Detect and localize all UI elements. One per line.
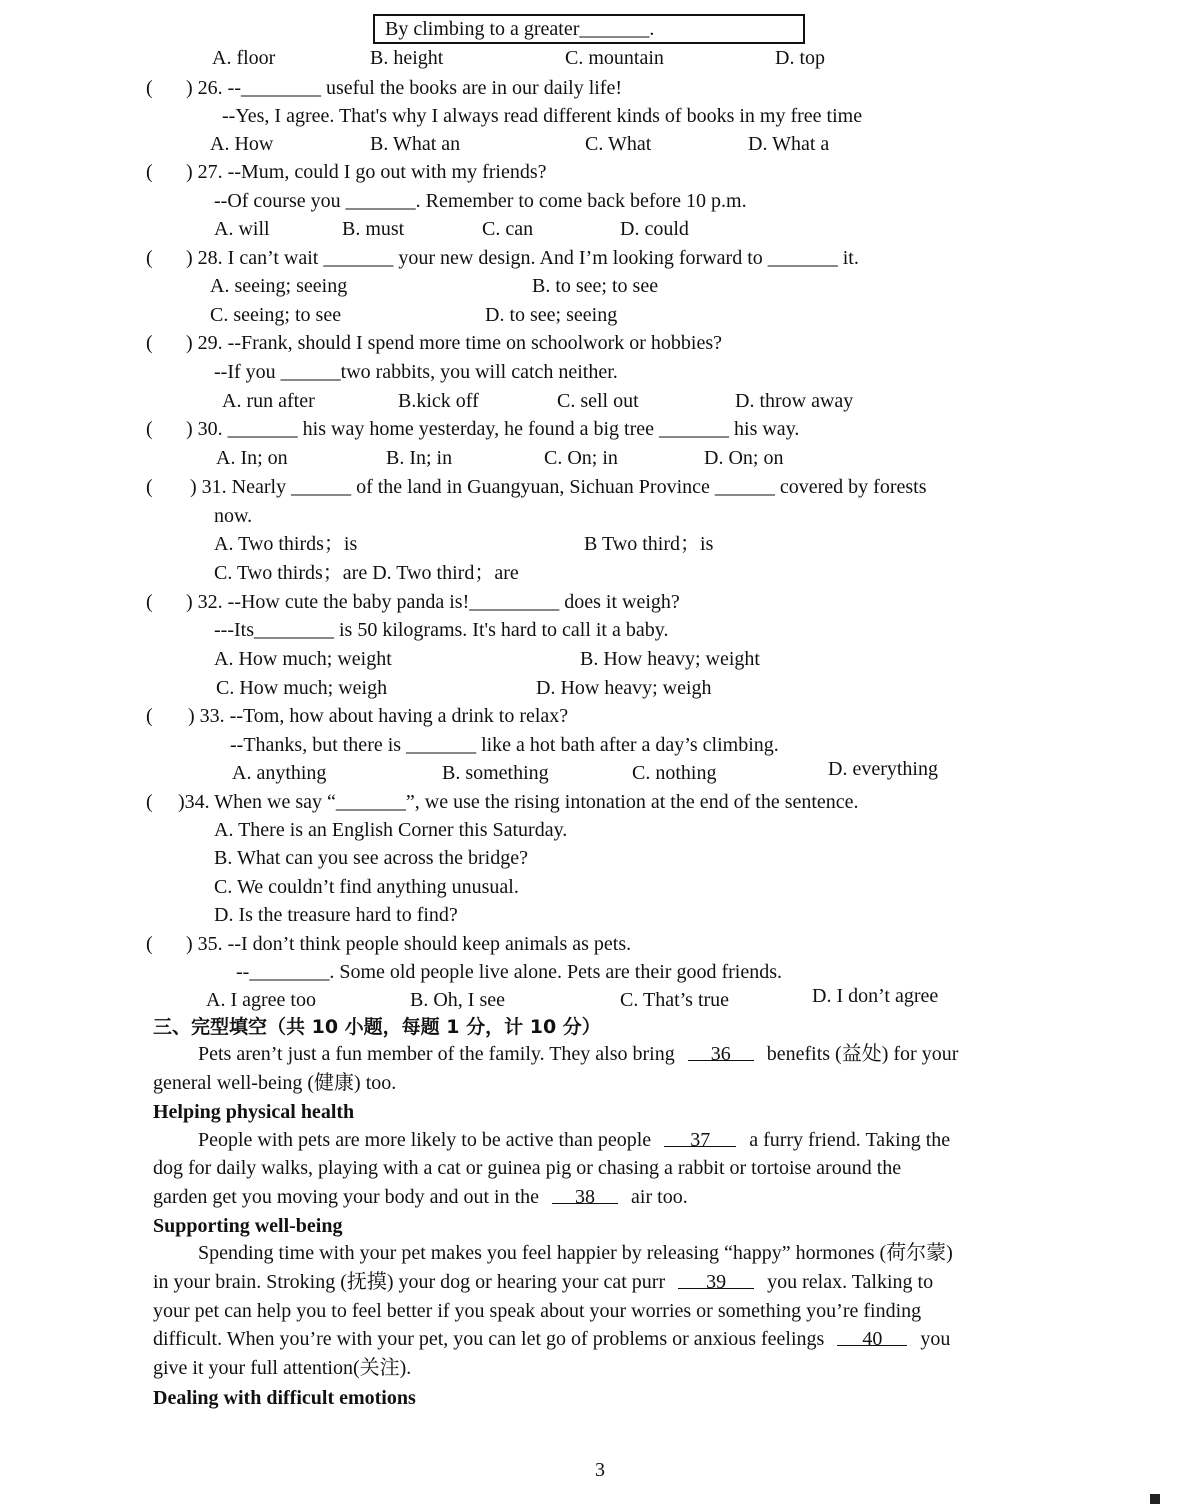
q25-option-a: A. floor	[212, 47, 276, 69]
q26-option-b: B. What an	[370, 133, 461, 155]
q30-option-c: C. On; in	[544, 447, 618, 469]
passage-line: dog for daily walks, playing with a cat or guinea pig or chasing a rabbit or tortoise around the	[153, 1157, 902, 1179]
blank-number: 36	[710, 1043, 731, 1065]
q31-paren: (	[146, 476, 153, 498]
q31-continuation: now.	[214, 505, 253, 527]
blank-39	[678, 1270, 754, 1293]
section-3-title: 三、完型填空（共 10 小题，每题 1 分，计 10 分）	[153, 1016, 601, 1038]
passage-line	[198, 1128, 950, 1152]
q32-reply: ---Its________ is 50 kilograms. It's hard to call it a baby.	[214, 619, 669, 641]
blank-37	[664, 1128, 736, 1151]
q34-option-a: A. There is an English Corner this Saturday.	[214, 819, 568, 841]
heading-well-being: Supporting well-being	[153, 1215, 343, 1237]
q30-stem: ) 30. _______ his way home yesterday, he found a big tree _______ his way.	[186, 418, 800, 440]
q27-stem: ) 27. --Mum, could I go out with my friends?	[186, 161, 547, 183]
fill-in-box	[373, 14, 805, 44]
blank-number: 39	[706, 1271, 727, 1293]
q35-stem: ) 35. --I don’t think people should keep animals as pets.	[186, 933, 632, 955]
q33-paren: (	[146, 705, 153, 727]
q26-option-c: C. What	[585, 133, 652, 155]
q33-option-b: B. something	[442, 762, 549, 784]
blank-38	[552, 1185, 618, 1208]
q33-stem: ) 33. --Tom, how about having a drink to relax?	[188, 705, 569, 727]
q34-stem: )34. When we say “_______”, we use the rising intonation at the end of the sentence.	[178, 791, 859, 813]
passage-line: give it your full attention(关注).	[153, 1357, 412, 1379]
passage-text: in your brain. Stroking (抚摸) your dog or hearing your cat purr	[153, 1271, 666, 1293]
q28-stem: ) 28. I can’t wait _______ your new design. And I’m looking forward to _______ it.	[186, 247, 859, 269]
q29-reply: --If you ______two rabbits, you will catch neither.	[214, 361, 618, 383]
q30-option-d: D. On; on	[704, 447, 784, 469]
q33-option-c: C. nothing	[632, 762, 717, 784]
q35-option-a: A. I agree too	[206, 989, 316, 1011]
q30-option-a: A. In; on	[216, 447, 288, 469]
q31-stem: ) 31. Nearly ______ of the land in Guangyuan, Sichuan Province ______ covered by forests	[190, 476, 927, 498]
q34-option-c: C. We couldn’t find anything unusual.	[214, 876, 519, 898]
passage-text: garden get you moving your body and out in the	[153, 1186, 540, 1208]
q28-option-c: C. seeing; to see	[210, 304, 342, 326]
passage-line: general well-being (健康) too.	[153, 1072, 397, 1094]
q33-reply: --Thanks, but there is _______ like a hot bath after a day’s climbing.	[230, 734, 779, 756]
q29-stem: ) 29. --Frank, should I spend more time on schoolwork or hobbies?	[186, 332, 723, 354]
passage-text: Pets aren’t just a fun member of the family. They also bring	[198, 1043, 675, 1065]
passage-text: People with pets are more likely to be active than people	[198, 1129, 652, 1151]
q32-stem: ) 32. --How cute the baby panda is!_________ does it weigh?	[186, 591, 680, 613]
q34-option-d: D. Is the treasure hard to find?	[214, 904, 458, 926]
q28-option-b: B. to see; to see	[532, 275, 659, 297]
blank-number: 37	[690, 1129, 711, 1151]
passage-line	[153, 1270, 933, 1294]
passage-text: air too.	[631, 1186, 688, 1208]
q29-option-b: B.kick off	[398, 390, 479, 412]
q30-option-b: B. In; in	[386, 447, 453, 469]
q29-paren: (	[146, 332, 153, 354]
blank-40	[837, 1327, 907, 1350]
q25-option-b: B. height	[370, 47, 444, 69]
blank-number: 38	[575, 1186, 596, 1208]
q26-paren: (	[146, 77, 153, 99]
q35-reply: --________. Some old people live alone. Pets are their good friends.	[236, 961, 782, 983]
q28-option-d: D. to see; seeing	[485, 304, 618, 326]
q33-option-d: D. everything	[828, 758, 938, 780]
q32-option-a: A. How much; weight	[214, 648, 392, 670]
q26-option-a: A. How	[210, 133, 274, 155]
q27-option-d: D. could	[620, 218, 689, 240]
q30-paren: (	[146, 418, 153, 440]
q26-option-d: D. What a	[748, 133, 830, 155]
heading-physical-health: Helping physical health	[153, 1101, 355, 1123]
q27-reply: --Of course you _______. Remember to come back before 10 p.m.	[214, 190, 747, 212]
q31-option-cd: C. Two thirds；are D. Two third；are	[214, 562, 519, 584]
q32-paren: (	[146, 591, 153, 613]
q29-option-d: D. throw away	[735, 390, 854, 412]
passage-text: you relax. Talking to	[767, 1271, 934, 1293]
q33-option-a: A. anything	[232, 762, 327, 784]
q27-option-a: A. will	[214, 218, 270, 240]
passage-text: benefits (益处) for your	[766, 1043, 959, 1065]
passage-line	[153, 1327, 950, 1351]
q28-option-a: A. seeing; seeing	[210, 275, 348, 297]
q35-option-b: B. Oh, I see	[410, 989, 505, 1011]
q26-reply: --Yes, I agree. That's why I always read different kinds of books in my free time	[222, 105, 863, 127]
q32-option-b: B. How heavy; weight	[580, 648, 760, 670]
q32-option-d: D. How heavy; weigh	[536, 677, 712, 699]
q31-option-a: A. Two thirds；is	[214, 533, 358, 555]
q28-paren: (	[146, 247, 153, 269]
passage-text: a furry friend. Taking the	[749, 1129, 951, 1151]
q25-option-c: C. mountain	[565, 47, 664, 69]
blank-number: 40	[862, 1328, 883, 1350]
q26-stem: ) 26. --________ useful the books are in our daily life!	[186, 77, 623, 99]
q31-option-b: B Two third；is	[584, 533, 714, 555]
q27-paren: (	[146, 161, 153, 183]
q35-option-c: C. That’s true	[620, 989, 730, 1011]
blank-36	[688, 1042, 754, 1065]
box-text: By climbing to a greater_______.	[385, 18, 655, 40]
passage-text: you	[920, 1328, 951, 1350]
q27-option-b: B. must	[342, 218, 405, 240]
q29-option-a: A. run after	[222, 390, 315, 412]
passage-line	[153, 1185, 688, 1209]
q32-option-c: C. How much; weigh	[216, 677, 388, 699]
passage-line	[198, 1042, 958, 1066]
q25-option-d: D. top	[775, 47, 825, 69]
passage-text: difficult. When you’re with your pet, you can let go of problems or anxious feelings	[153, 1328, 825, 1350]
qr-code-icon	[1150, 1494, 1160, 1504]
passage-line: your pet can help you to feel better if you speak about your worries or something you’re finding	[153, 1300, 922, 1322]
passage-line: Spending time with your pet makes you feel happier by releasing “happy” hormones (荷尔蒙)	[198, 1242, 953, 1264]
q34-option-b: B. What can you see across the bridge?	[214, 847, 528, 869]
q34-paren: (	[146, 791, 153, 813]
q27-option-c: C. can	[482, 218, 534, 240]
page-number: 3	[595, 1459, 605, 1481]
q35-paren: (	[146, 933, 153, 955]
q29-option-c: C. sell out	[557, 390, 639, 412]
q35-option-d: D. I don’t agree	[812, 985, 939, 1007]
heading-difficult-emotions: Dealing with difficult emotions	[153, 1387, 416, 1409]
